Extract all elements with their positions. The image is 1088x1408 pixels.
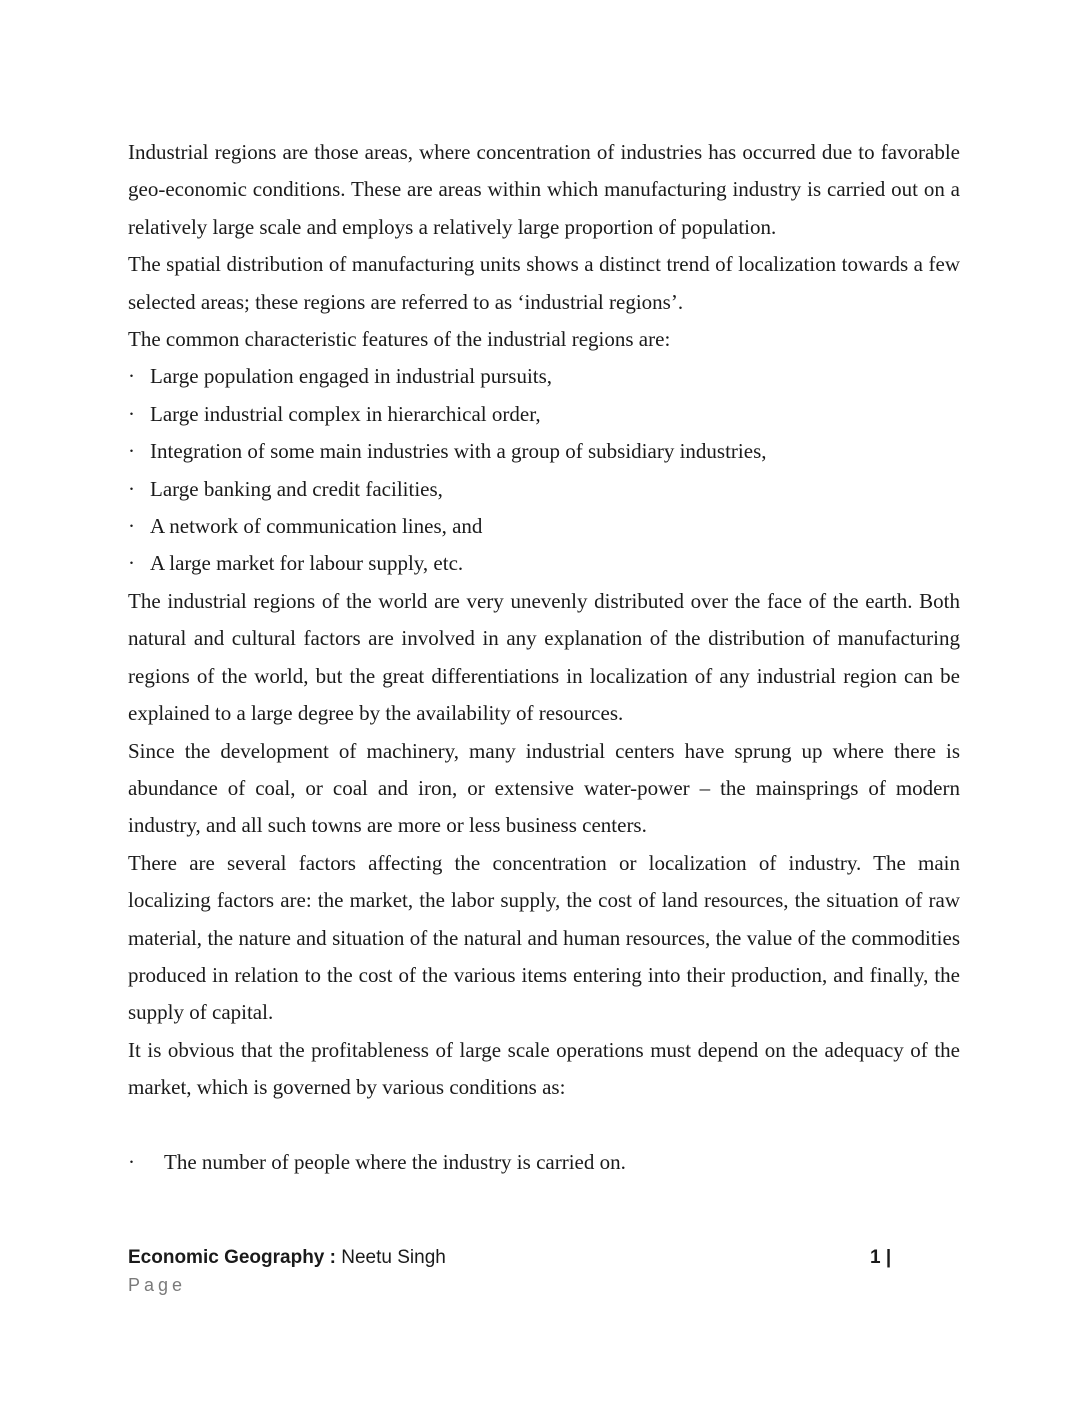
list-item [128,396,960,433]
conditions-list [128,1144,960,1181]
paragraph-spatial-distribution: The spatial distribution of manufacturing units shows a distinct trend of localization towards a few selected areas; these regions are referred to as ‘industrial regions’. [128,252,960,314]
list-item [128,471,960,508]
list-item [128,508,960,545]
bullet-icon: · [128,476,135,501]
paragraph-uneven-distribution: The industrial regions of the world are very unevenly distributed over the face of the earth. Both natural and cultural factors are involved in any explanation of the distribution of manufacturing regions of the world, but the great differentiations in localization of any industrial region can be explained to a large degree by the availability of resources. [128,588,960,726]
list-item [128,545,960,582]
paragraph-market-adequacy: It is obvious that the profitableness of large scale operations must depend on the adequacy of the market, which is governed by various conditions as: [128,1037,960,1100]
list-item [128,1144,960,1181]
bullet-icon: · [128,551,135,576]
list-item-text: A network of communication lines, and [150,514,483,539]
bullet-icon: · [128,439,135,464]
footer-line [128,1244,908,1272]
paragraph-machinery-development: Since the development of machinery, many industrial centers have sprung up where there is abundance of coal, or coal and iron, or extensive water-power – the mainsprings of modern industry, and all such towns are more or less business centers. [128,738,960,838]
paragraph-features-intro: The common characteristic features of the industrial regions are: [128,327,671,352]
paragraph-industrial-regions-definition: Industrial regions are those areas, where concentration of industries has occurred due to favorable geo-economic conditions. These are areas within which manufacturing industry is carried out on a relatively large scale and employs a relatively large proportion of population. [128,140,960,239]
document-body [128,134,960,1181]
list-item-text: A large market for labour supply, etc. [150,551,464,576]
list-item [128,433,960,470]
page-footer [128,1244,908,1298]
page-number: 1 | [870,1247,892,1268]
footer-course-title: Economic Geography : [128,1247,336,1268]
bullet-icon: · [128,514,135,539]
paragraph-spacer [128,1107,960,1144]
bullet-icon: · [128,364,135,389]
list-item-text: Integration of some main industries with a group of subsidiary industries, [150,439,767,464]
list-item-text: The number of people where the industry is carried on. [164,1149,626,1174]
bullet-icon: · [128,401,135,426]
features-list [128,358,960,582]
list-item [128,358,960,395]
paragraph-localizing-factors: There are several factors affecting the concentration or localization of industry. The main localizing factors are: the market, the labor supply, the cost of land resources, the situation of raw material, the nature and situation of the natural and human resources, the value of the commodities produced in relation to the cost of the various items entering into their production, and finally, the supply of capital. [128,850,960,1025]
footer-author: Neetu Singh [335,1247,446,1268]
list-item-text: Large population engaged in industrial pursuits, [150,364,553,389]
list-item-text: Large banking and credit facilities, [150,476,443,501]
footer-page-label: Page [128,1275,187,1295]
list-item-text: Large industrial complex in hierarchical order, [150,401,541,426]
bullet-icon: · [128,1149,135,1174]
